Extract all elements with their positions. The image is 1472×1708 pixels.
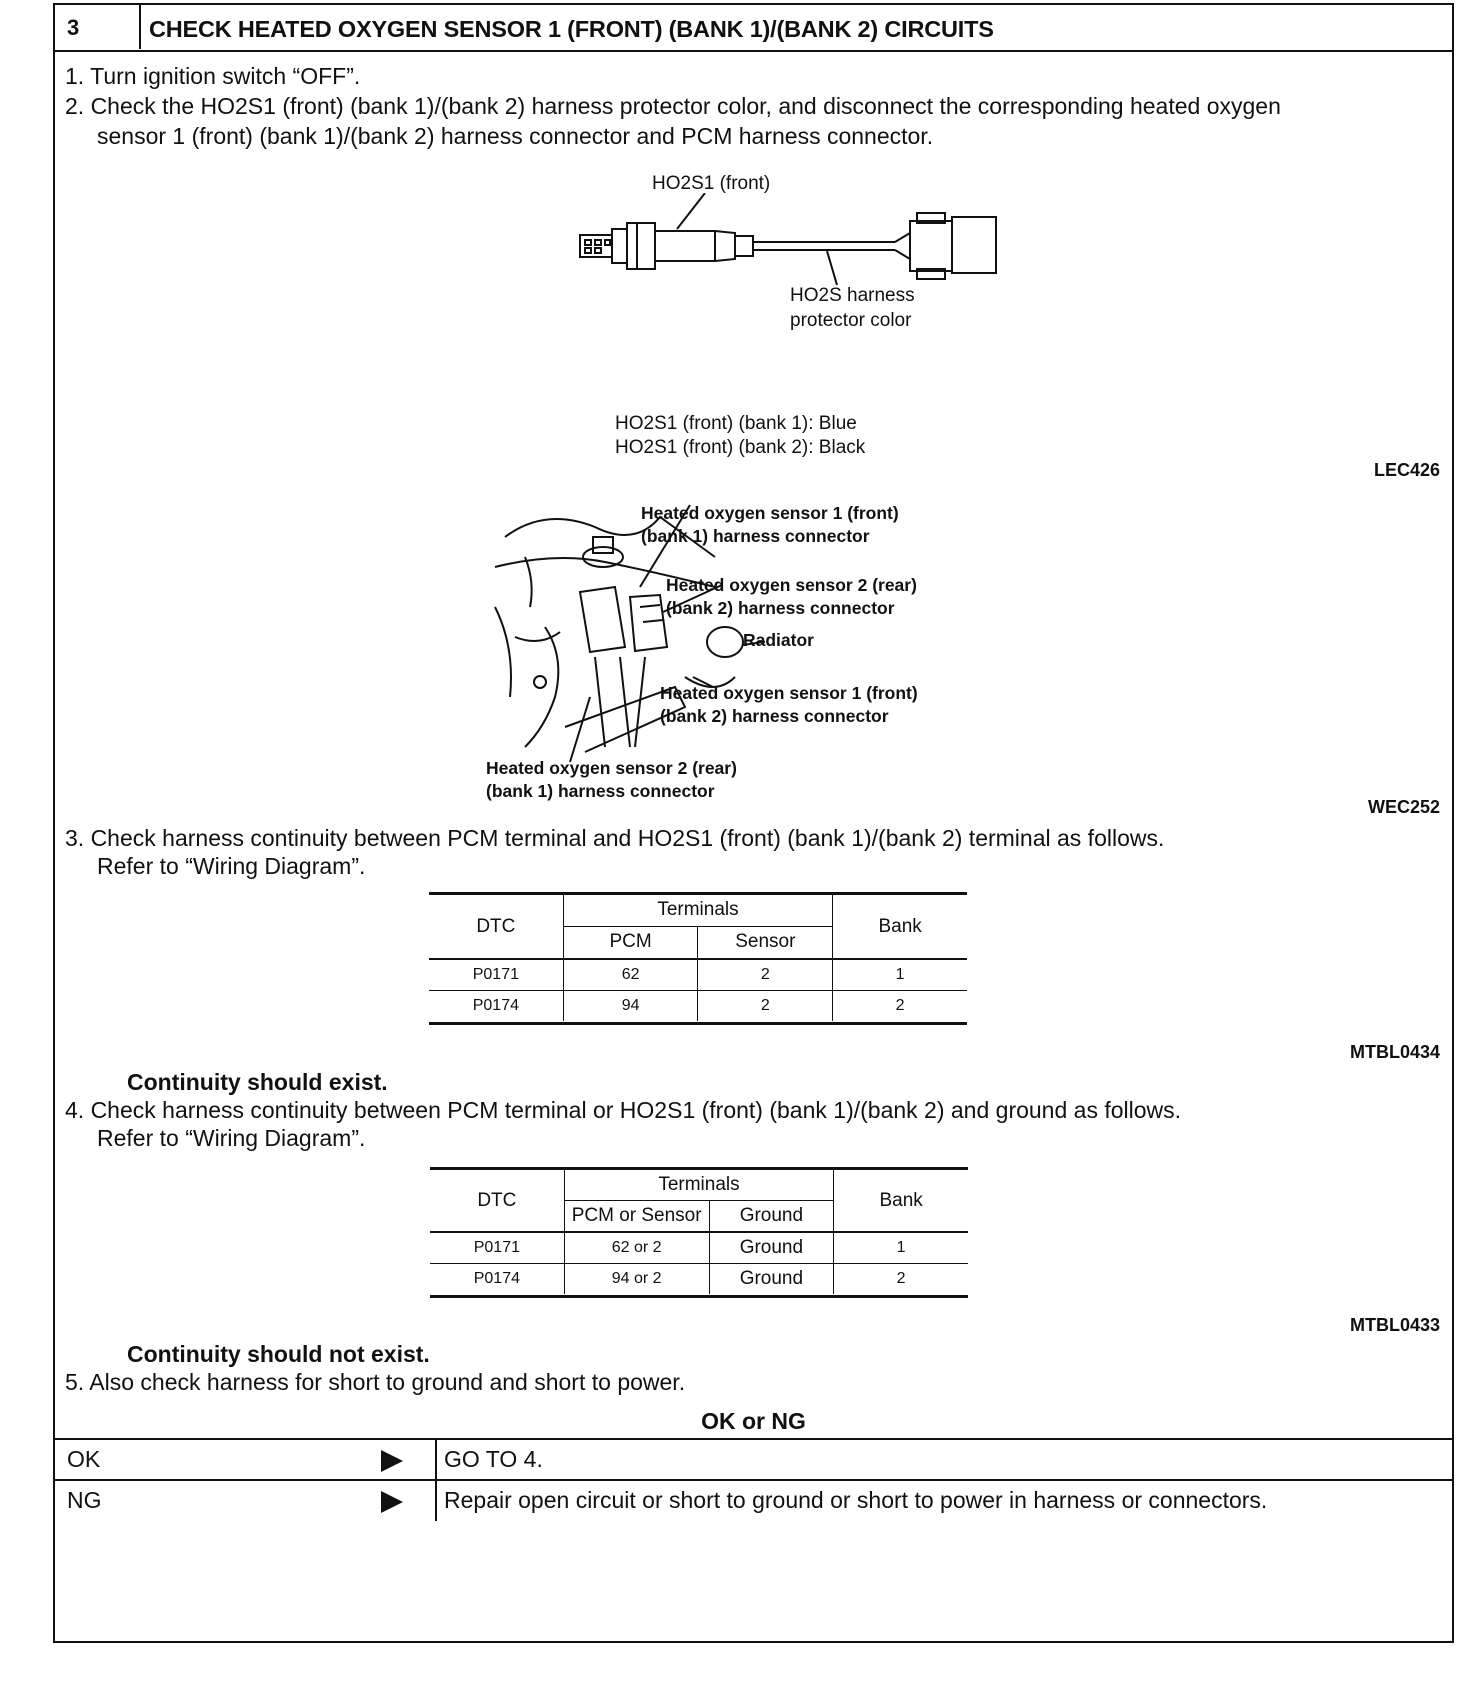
table2-pcm-cell: 62 or 2 [564,1232,709,1263]
table2-pcm-cell: 94 or 2 [564,1263,709,1294]
table1-header-pcm: PCM [563,926,698,959]
table2-header-pcm-or-sensor: PCM or Sensor [564,1200,709,1232]
table-row [430,1263,968,1294]
step-5-text: 5. Also check harness for short to ground and short to power. [65,1369,686,1395]
table1-header-terminals: Terminals [563,895,833,926]
table-code-mtbl0433: MTBL0433 [1349,1315,1440,1335]
table1-bank-cell: 1 [833,959,967,990]
table1-dtc-cell: P0171 [429,959,563,990]
callout-ho2s1-bank2-line1: Heated oxygen sensor 1 (front) [660,683,918,703]
table1-header-bank: Bank [833,895,967,959]
step-3-result: Continuity should exist. [127,1069,388,1095]
continuity-table-1 [429,895,967,1021]
callout-ho2s2-bank2-line2: (bank 2) harness connector [666,598,895,618]
step-4-text-line2: Refer to “Wiring Diagram”. [97,1125,366,1151]
table-code-mtbl0434: MTBL0434 [1349,1042,1440,1062]
arrow-right-icon [381,1491,403,1513]
step-number: 3 [67,15,80,40]
table2-bottom-rule [430,1295,968,1298]
table1-bank-cell: 2 [833,990,967,1021]
header-divider [139,5,141,49]
table2-header-dtc: DTC [430,1170,564,1232]
callout-ho2s2-bank1-line1: Heated oxygen sensor 2 (rear) [486,758,737,778]
table2-dtc-cell: P0171 [430,1232,564,1263]
bank1-color: HO2S1 (front) (bank 1): Blue [615,413,857,434]
table1-header-dtc: DTC [429,895,563,959]
arrow-right-icon [381,1450,403,1472]
callout-radiator: Radiator [743,630,814,650]
step-4-text-line1: 4. Check harness continuity between PCM terminal or HO2S1 (front) (bank 1)/(bank 2) and ground as follows. [65,1097,1182,1123]
table1-sensor-cell: 2 [698,990,833,1021]
table2-header-ground: Ground [709,1200,834,1232]
table1-pcm-cell: 94 [563,990,698,1021]
step-2-text-line2: sensor 1 (front) (bank 1)/(bank 2) harness connector and PCM harness connector. [97,123,934,149]
sensor-label: HO2S1 (front) [652,173,771,194]
result-ng-key: NG [67,1487,102,1513]
table1-sensor-cell: 2 [698,959,833,990]
callout-ho2s1-bank1-line1: Heated oxygen sensor 1 (front) [641,503,899,523]
result-ng-value: Repair open circuit or short to ground or short to power in harness or connectors. [444,1487,1268,1513]
continuity-table-2 [430,1170,968,1294]
table2-header-terminals: Terminals [564,1170,833,1200]
callout-ho2s1-bank2-line2: (bank 2) harness connector [660,706,889,726]
step-1-text: 1. Turn ignition switch “OFF”. [65,63,361,89]
figure-code-lec426: LEC426 [1373,460,1440,480]
table-row [430,1232,968,1263]
result-ok-key: OK [67,1446,101,1472]
table-row [429,990,967,1021]
bank2-color: HO2S1 (front) (bank 2): Black [615,437,866,458]
callout-ho2s2-bank2-line1: Heated oxygen sensor 2 (rear) [666,575,917,595]
step-3-text-line1: 3. Check harness continuity between PCM terminal and HO2S1 (front) (bank 1)/(bank 2) terminal as follows. [65,825,1165,851]
step-2-text-line1: 2. Check the HO2S1 (front) (bank 1)/(bank 2) harness protector color, and disconnect the corresponding heated oxygen [65,93,1281,119]
protector-label-line2: protector color [790,310,912,331]
table2-bank-cell: 2 [834,1263,968,1294]
result-row-ng [55,1479,1452,1640]
table1-pcm-cell: 62 [563,959,698,990]
table-row [429,959,967,990]
protector-label-line1: HO2S harness [790,285,915,306]
table1-header-sensor: Sensor [698,926,833,959]
step-4-result: Continuity should not exist. [127,1341,430,1367]
figure-code-wec252: WEC252 [1367,797,1440,817]
step-title: CHECK HEATED OXYGEN SENSOR 1 (FRONT) (BANK 1)/(BANK 2) CIRCUITS [149,16,994,42]
table2-header-bank: Bank [834,1170,968,1232]
inspection-step-box [53,3,1454,1643]
table2-ground-cell: Ground [709,1263,834,1294]
callout-ho2s1-bank1-line2: (bank 1) harness connector [641,526,870,546]
callout-ho2s2-bank1-line2: (bank 1) harness connector [486,781,715,801]
result-row-ok [55,1438,1452,1481]
result-ok-value: GO TO 4. [444,1446,543,1472]
table2-bank-cell: 1 [834,1232,968,1263]
table1-bottom-rule [429,1022,967,1025]
table2-ground-cell: Ground [709,1232,834,1263]
step-3-text-line2: Refer to “Wiring Diagram”. [97,853,366,879]
table1-dtc-cell: P0174 [429,990,563,1021]
result-divider [435,1440,437,1481]
table2-dtc-cell: P0174 [430,1263,564,1294]
result-divider [435,1481,437,1521]
step-header [55,5,1452,52]
ok-or-ng-title: OK or NG [701,1408,806,1434]
